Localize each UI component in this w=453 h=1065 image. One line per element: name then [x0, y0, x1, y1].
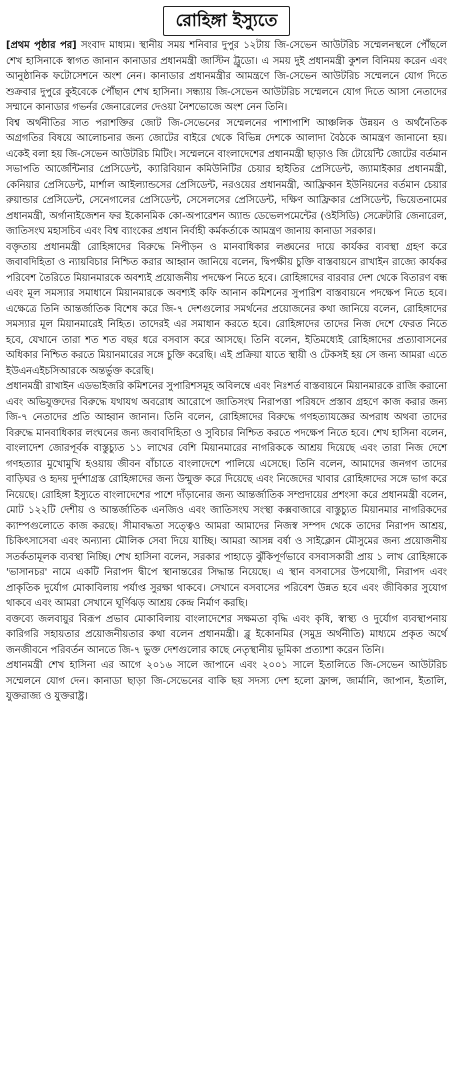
- continuation-kicker: [প্রথম পৃষ্ঠার পর]: [6, 40, 77, 51]
- paragraph-text-1: সংবাদ মাধ্যম। স্থানীয় সময় শনিবার দুপুর ১২টায় জি-সেভেন আউটরিচ সম্মেলনস্থলে পৌঁছলে শেখ হাসিনাকে স্বাগত জানান কানাডার প্রধানমন্ত্রী জাস্টিন ট্রুডো। এ সময় দুই প্রধানমন্ত্রী কুশল বিনিময় করেন এবং আনুষ্ঠানিক ফটোসেশনে অংশ নেন। কানাডার প্রধানমন্ত্রীর আমন্ত্রণে জি-সেভেন আউটরিচ সম্মেলনে যোগ দিতে শুক্রবার দুপুরে কুইবেকে পৌঁছান শেখ হাসিনা। সন্ধ্যায় জি-সেভেন আউটরিচ সম্মেলনে যোগ দিতে আসা নেতাদের সম্মানে কানাডার গভর্নর জেনারেলের দেওয়া নৈশভোজে অংশ নেন তিনি।: [6, 40, 447, 113]
- article-paragraph-1: [6, 38, 447, 116]
- headline-container: [6, 6, 447, 38]
- article-paragraph-5: বক্তব্যে জলবায়ুর বিরূপ প্রভাব মোকাবিলায় বাংলাদেশের সক্ষমতা বৃদ্ধি এবং কৃষি, স্বাস্থ্য ও দুর্যোগ ব্যবস্থাপনায় কারিগরি সহায়তার প্রয়োজনীয়তার কথা বলেন প্রধানমন্ত্রী। ব্লু ইকোনমির (সমুদ্র অর্থনীতি) মাধ্যমে প্রকৃত অর্থে জনজীবনে পরিবর্তন আনতে জি-৭ ভুক্ত দেশগুলোর কাছে নেতৃস্থানীয় ভূমিকা প্রত্যাশা করেন তিনি।: [6, 613, 447, 656]
- article-paragraph-3: বক্তৃতায় প্রধানমন্ত্রী রোহিঙ্গাদের বিরুদ্ধে নিপীড়ন ও মানবাধিকার লঙ্ঘনের দায়ে কার্যকর ব্যবস্থা গ্রহণ করে জবাবদিহিতা ও ন্যায়বিচার নিশ্চিত করার আহ্বান জানিয়ে বলেন, দ্বিপক্ষীয় চুক্তি বাস্তবায়নে রাখাইন রাজ্যে কার্যকর পরিবেশ তৈরিতে মিয়ানমারকে অবশ্যই প্রয়োজনীয় পদক্ষেপ নিতে হবে। রোহিঙ্গাদের বারবার দেশ থেকে বিতারণ বন্ধ এবং মূল সমস্যার সমাধানে মিয়ানমারকে অবশ্যই কফি আনান কমিশনের সুপারিশ বাস্তবায়নে পদক্ষেপ নিতে হবে। এক্ষেত্রে তিনি আন্তর্জাতিক বিশেষ করে জি-৭ দেশগুলোর সমর্থনের প্রয়োজনের কথা জানিয়ে বলেন, রোহিঙ্গাদের সমস্যার মূল মিয়ানমারেই নিহিত। তাদেরই এর সমাধান করতে হবে। রোহিঙ্গাদের তাদের নিজ দেশে ফেরত নিতে হবে, যেখানে তারা শত শত বছর ধরে বসবাস করে আসছে। তিনি বলেন, ইতিমধ্যেই রোহিঙ্গাদের প্রত্যাবাসনের অধিকার নিশ্চিত করতে মিয়ানমারের সঙ্গে চুক্তি করেছি। এই প্রক্রিয়া যাতে স্থায়ী ও টেকসই হয় সে জন্য আমরা এতে ইউএনএইচসিআরকে অন্তর্ভুক্ত করেছি।: [6, 241, 447, 377]
- article-paragraph-4: প্রধানমন্ত্রী রাখাইন এডভাইজরি কমিশনের সুপারিশসমূহ অবিলম্বে এবং নিঃশর্ত বাস্তবায়নে মিয়ানমারকে রাজি করানো এবং অভিযুক্তদের বিরুদ্ধে যথাযথ অবরোধ আরোপে জাতিসংঘ নিরাপত্তা পরিষদে প্রস্তাব গ্রহণে কাজ করার জন্য জি-৭ নেতাদের প্রতি আহ্বান জানান। তিনি বলেন, রোহিঙ্গাদের বিরুদ্ধে গণহত্যাযজ্ঞের অপরাধ অথবা তাদের বিরুদ্ধে মানবাধিকার লংঘনের জন্য জবাবদিহিতা ও সুবিচার নিশ্চিত করতে পদক্ষেপ নিতে হবে। শেখ হাসিনা বলেন, বাংলাদেশ জোরপূর্বক বাস্তুচ্যুত ১১ লাখের বেশি মিয়ানমারের নাগরিককে আশ্রয় দিয়েছে এবং তারা নিজ দেশে গণহত্যার মুখোমুখি হওয়ায় জীবন বাঁচাতে বাংলাদেশে পালিয়ে এসেছে। তিনি বলেন, আমাদের জনগণ তাদের বাড়িঘর ও হৃদয় দুর্দশাগ্রস্ত রোহিঙ্গাদের জন্য উন্মুক্ত করে দিয়েছে এবং নিজেদের খাবার রোহিঙ্গাদের সঙ্গে ভাগ করে নিয়েছে। রোহিঙ্গা ইস্যুতে বাংলাদেশের পাশে দাঁড়ানোর জন্য আন্তর্জাতিক সম্প্রদায়ের প্রশংসা করে প্রধানমন্ত্রী বলেন, মোট ১২২টি দেশীয় ও আন্তর্জাতিক এনজিও এবং জাতিসংঘ সংস্থা কক্সবাজারে বাস্তুচ্যুত মিয়ানমার নাগরিকদের ক্যাম্পগুলোতে কাজ করছে। সীমাবদ্ধতা সত্ত্বেও আমরা আমাদের নিজস্ব সম্পদ থেকে তাদের নিরাপদ আশ্রয়, চিকিৎসাসেবা এবং অন্যান্য মৌলিক সেবা দিয়ে যাচ্ছি। আমরা আসন্ন বর্ষা ও সাইক্লোন মৌসুমের জন্য প্রয়োজনীয় সতর্কতামূলক ব্যবস্থা নিচ্ছি। শেখ হাসিনা বলেন, সরকার পাহাড়ে ঝুঁকিপূর্ণভাবে বসবাসকারী প্রায় ১ লাখ রোহিঙ্গাকে 'ভাসানচর' নামে একটি নিরাপদ দ্বীপে স্থানান্তরের সিদ্ধান্ত নিয়েছে। এ স্থান বসবাসের উপযোগী, নিরাপদ এবং প্রাকৃতিক দুর্যোগ মোকাবিলায় পর্যাপ্ত সুরক্ষা থাকবে। সেখানে বসবাসের পরিবেশ উন্নত হবে এবং জীবিকার সুযোগ থাকবে এবং আমরা সেখানে ঘূর্ণিঝড় আশ্রয় কেন্দ্র নির্মাণ করছি।: [6, 381, 447, 609]
- article-paragraph-6: প্রধানমন্ত্রী শেখ হাসিনা এর আগে ২০১৬ সালে জাপানে এবং ২০০১ সালে ইতালিতে জি-সেভেন আউটরিচ সম্মেলনে যোগ দেন। কানাডা ছাড়া জি-সেভেনের বাকি ছয় সদস্য দেশ হলো ফ্রান্স, জার্মানি, জাপান, ইতালি, যুক্তরাজ্য ও যুক্তরাষ্ট্র।: [6, 660, 447, 702]
- article-paragraph-2: বিশ্ব অর্থনীতির সাত পরাশক্তির জোট জি-সেভেনের সম্মেলনের পাশাপাশি আঞ্চলিক উন্নয়ন ও অর্থনৈতিক অগ্রগতির বিষয়ে আলোচনার জন্য জোটের বাইরে থেকে বিভিন্ন দেশকে আলাদা বৈঠকে আমন্ত্রণ জানানো হয়। একেই বলা হয় জি-সেভেন আউটরিচ মিটিং। সম্মেলনে বাংলাদেশের প্রধানমন্ত্রী ছাড়াও জি টোয়েন্টি জোটের বর্তমান সভাপতি আর্জেন্টিনার প্রেসিডেন্ট, ক্যারিবিয়ান কমিউনিটির চেয়ার হাইতির প্রেসিডেন্ট, জ্যামাইকার প্রধানমন্ত্রী, কেনিয়ার প্রেসিডেন্ট, মার্শাল আইল্যান্ডসের প্রেসিডেন্ট, নরওয়ের প্রধানমন্ত্রী, আফ্রিকান ইউনিয়নের বর্তমান চেয়ার রুয়ান্ডার প্রেসিডেন্ট, সেনেগালের প্রেসিডেন্ট, সেসেলসের প্রেসিডেন্ট, দক্ষিণ আফ্রিকার প্রেসিডেন্ট, ভিয়েতনামের প্রধানমন্ত্রী, অর্গানাইজেশন ফর ইকোনমিক কো-অপারেশন অ্যান্ড ডেভেলপমেন্টের (ওইসিডি) সেক্রেটারি জেনারেল, জাতিসংঘ মহাসচিব এবং বিশ্ব ব্যাংকের প্রধান নির্বাহী কর্মকর্তাকে আমন্ত্রণ জানায় কানাডা সরকার।: [6, 117, 447, 237]
- article-body: [6, 38, 447, 705]
- article-headline: রোহিঙ্গা ইস্যুতে: [163, 6, 291, 36]
